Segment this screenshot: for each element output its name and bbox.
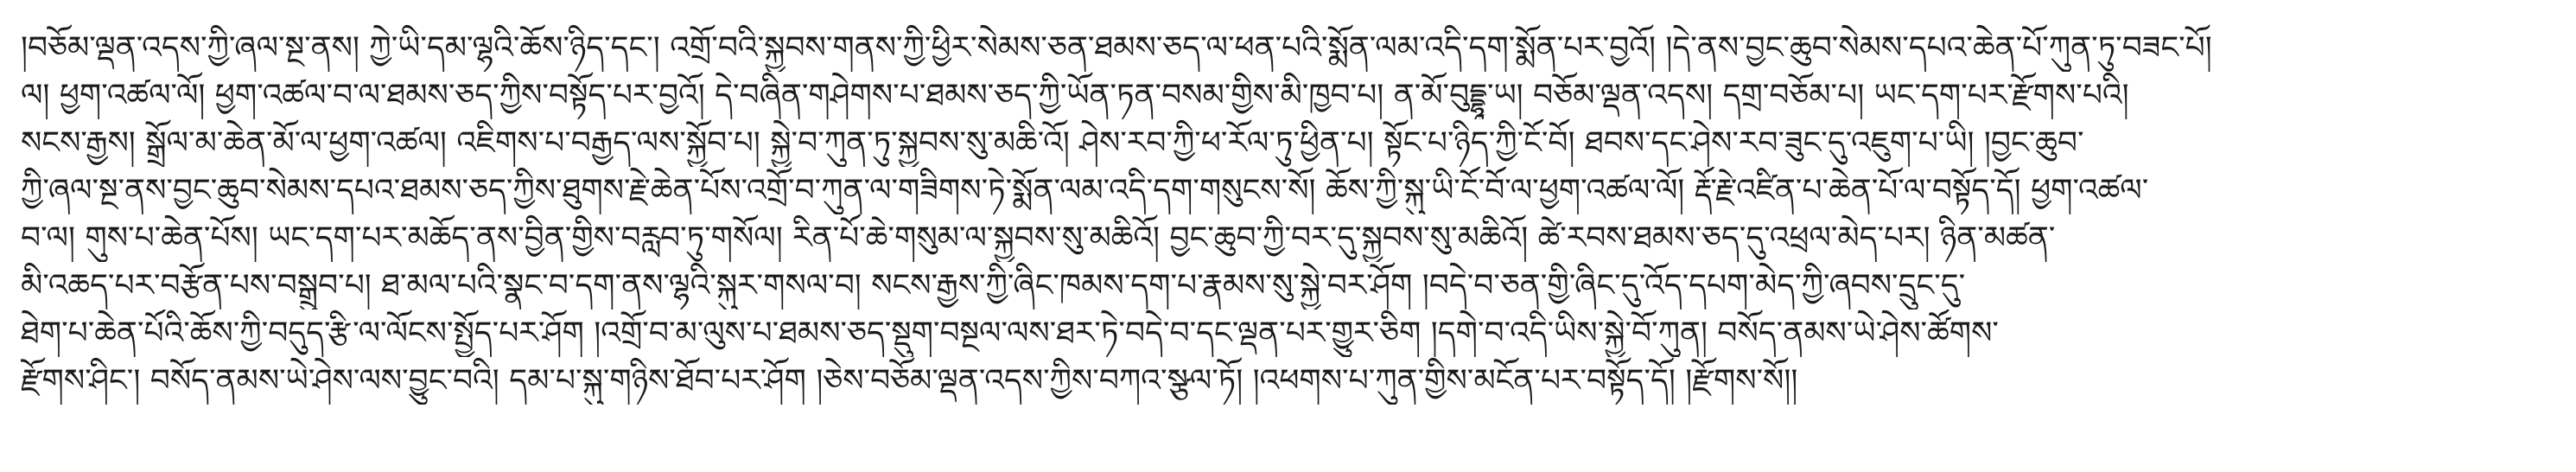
text-line-3: སངས་རྒྱས། སྒྲོལ་མ་ཆེན་མོ་ལ་ཕྱག་འཚལ། འཇིགས་པ་བརྒྱད་ལས་སྐྱོབ་པ། སྐྱེ་བ་ཀུན་ཏུ་སྐྱབས་སུ་མཆི་འོ། ཤེས་རབ་ཀྱི་ཕ་རོལ་ཏུ་ཕྱིན་པ། སྟོང་པ་ཉིད་ཀྱི་ངོ་བོ། ཐབས་དང་ཤེས་རབ་ཟུང་དུ་འཇུག་པ་ཡི། །བྱང་ཆུབ་ xyxy=(21,125,2084,161)
text-line-2: ལ། ཕྱག་འཚལ་ལོ། ཕྱག་འཚལ་བ་ལ་ཐམས་ཅད་ཀྱིས་བསྟོད་པར་བྱའོ། དེ་བཞིན་གཤེགས་པ་ཐམས་ཅད་ཀྱི་ཡོན་ཏན་བསམ་གྱིས་མི་ཁྱབ་པ། ན་མོ་བུདྡྷཱ་ཡ། བཅོམ་ལྡན་འདས། དགྲ་བཅོམ་པ། ཡང་དག་པར་རྫོགས་པའི། xyxy=(21,78,2129,113)
text-line-7: ཐེག་པ་ཆེན་པོའི་ཆོས་ཀྱི་བདུད་རྩི་ལ་ལོངས་སྤྱོད་པར་ཤོག །འགྲོ་བ་མ་ལུས་པ་ཐམས་ཅད་སྡུག་བསྔལ་ལས་ཐར་ཏེ་བདེ་བ་དང་ལྡན་པར་གྱུར་ཅིག །དགེ་བ་འདི་ཡིས་སྐྱེ་བོ་ཀུན། བསོད་ནམས་ཡེ་ཤེས་ཚོགས་ xyxy=(21,316,1999,351)
tibetan-text-block xyxy=(21,24,2553,405)
text-line-1: །བཅོམ་ལྡན་འདས་ཀྱི་ཞལ་སྔ་ནས། ཀྱེ་ཡི་དམ་ལྷའི་ཆོས་ཉིད་དང་། འགྲོ་བའི་སྐྱབས་གནས་ཀྱི་ཕྱིར་སེམས་ཅན་ཐམས་ཅད་ལ་ཕན་པའི་སྨོན་ལམ་འདི་དག་སྨོན་པར་བྱའོ། །དེ་ནས་བྱང་ཆུབ་སེམས་དཔའ་ཆེན་པོ་ཀུན་ཏུ་བཟང་པོ། xyxy=(21,30,2212,66)
text-line-6: མི་འཆད་པར་བརྩོན་པས་བསྒྲུབ་པ། ཐ་མལ་པའི་སྣང་བ་དག་ནས་ལྷའི་སྐུར་གསལ་བ། སངས་རྒྱས་ཀྱི་ཞིང་ཁམས་དག་པ་རྣམས་སུ་སྐྱེ་བར་ཤོག །བདེ་བ་ཅན་གྱི་ཞིང་དུ་འོད་དཔག་མེད་ཀྱི་ཞབས་དྲུང་དུ་ xyxy=(21,268,1966,303)
text-line-4: ཀྱི་ཞལ་སྔ་ནས་བྱང་ཆུབ་སེམས་དཔའ་ཐམས་ཅད་ཀྱིས་ཐུགས་རྗེ་ཆེན་པོས་འགྲོ་བ་ཀུན་ལ་གཟིགས་ཏེ་སྨོན་ལམ་འདི་དག་གསུངས་སོ། ཆོས་ཀྱི་སྐུ་ཡི་ངོ་བོ་ལ་ཕྱག་འཚལ་ལོ། རྡོ་རྗེ་འཛིན་པ་ཆེན་པོ་ལ་བསྟོད་དོ། ཕྱག་འཚལ་ xyxy=(21,173,2149,208)
text-line-8: རྫོགས་ཤིང་། བསོད་ནམས་ཡེ་ཤེས་ལས་བྱུང་བའི། དམ་པ་སྐུ་གཉིས་ཐོབ་པར་ཤོག །ཅེས་བཅོམ་ལྡན་འདས་ཀྱིས་བཀའ་སྩལ་ཏོ། །འཕགས་པ་ཀུན་གྱིས་མངོན་པར་བསྟོད་དོ། །རྫོགས་སོ།། xyxy=(21,363,1798,399)
text-line-5: བ་ལ། གུས་པ་ཆེན་པོས། ཡང་དག་པར་མཆོད་ནས་བྱིན་གྱིས་བརླབ་ཏུ་གསོལ། རིན་པོ་ཆེ་གསུམ་ལ་སྐྱབས་སུ་མཆིའོ། བྱང་ཆུབ་ཀྱི་བར་དུ་སྐྱབས་སུ་མཆིའོ། ཚེ་རབས་ཐམས་ཅད་དུ་འཕྲལ་མེད་པར། ཉིན་མཚན་ xyxy=(21,220,2056,256)
